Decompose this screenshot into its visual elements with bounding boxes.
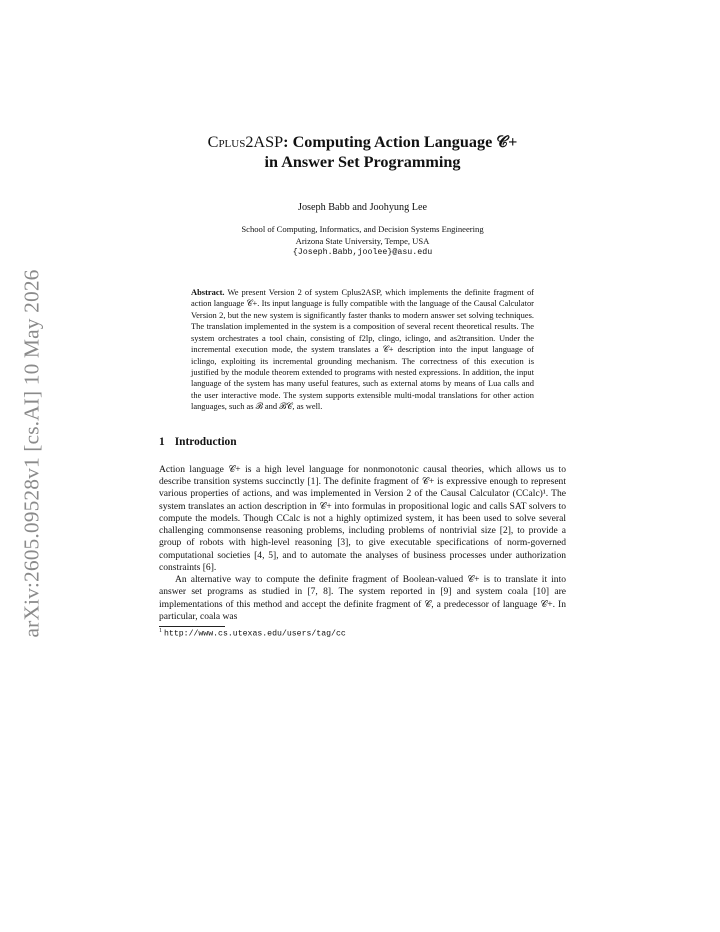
- footnote-url: http://www.cs.utexas.edu/users/tag/cc: [164, 629, 346, 639]
- footnote-marker: 1: [159, 628, 162, 635]
- affiliation-line-1: School of Computing, Informatics, and Decision Systems Engineering: [241, 224, 484, 234]
- section-heading-introduction: [159, 436, 566, 448]
- title-system-name: Cplus2ASP: [207, 133, 284, 151]
- arxiv-identifier-stamp: [14, 258, 50, 648]
- section-title: Introduction: [174, 435, 237, 448]
- affiliation: [159, 224, 566, 259]
- title-line-2: in Answer Set Programming: [264, 153, 461, 171]
- title-rest: : Computing Action Language 𝒞+: [283, 133, 518, 151]
- intro-paragraph-2: An alternative way to compute the definite fragment of Boolean-valued 𝒞+ is to translate it into answer set programs as studied in [7, 8]. The system reported in [9] and system coala [10] are implementations of this method and accept the definite fragment of 𝒞, a predecessor of language 𝒞+. In particular, coala was: [159, 574, 566, 622]
- abstract-text: We present Version 2 of system Cplus2ASP, which implements the definite fragment of action language 𝒞+. Its input language is fully compatible with the language of the Causal Calculator Version 2, but the new system is significantly faster thanks to modern answer set solving techniques. The translation implemented in the system is a composition of several recent theoretical results. The system orchestrates a tool chain, consisting of f2lp, clingo, iclingo, and as2transition. Under the incremental execution mode, the system translates a 𝒞+ description into the input language of iclingo, exploiting its incremental grounding mechanism. The correctness of this execution is justified by the module theorem extended to programs with nested expressions. In addition, the input language of the system has many useful features, such as external atoms by means of Lua calls and the user interactive mode. The system supports extensible multi-modal translations for other action languages, such as ℬ and ℬ𝒞, as well.: [191, 286, 534, 412]
- footnote-rule: [159, 626, 225, 627]
- footnote: [159, 628, 566, 639]
- affiliation-line-2: Arizona State University, Tempe, USA: [295, 235, 430, 246]
- abstract-label: Abstract.: [191, 286, 225, 297]
- abstract: [191, 287, 534, 413]
- paper-page: [159, 132, 566, 639]
- author-emails: {Joseph.Babb,joolee}@asu.edu: [292, 248, 433, 258]
- intro-paragraph-1: Action language 𝒞+ is a high level language for nonmonotonic causal theories, which allows us to describe transition systems succinctly [1]. The definite fragment of 𝒞+ is expressive enough to represent various properties of actions, and was implemented in Version 2 of the Causal Calculator (CCalc)¹. The system translates an action description in 𝒞+ into formulas in propositional logic and calls SAT solvers to compute the models. Though CCalc is not a highly optimized system, it has been used to solve several challenging commonsense reasoning problems, including problems of nontrivial size [2], to provide a group of robots with high-level reasoning [3], to give executable specifications of norm-governed computational societies [4, 5], and to automate the analyses of business processes under authorization constraints [6].: [159, 463, 566, 573]
- arxiv-id-text: arXiv:2605.09528v1 [cs.AI] 10 May 2026: [19, 268, 44, 638]
- paper-title: [159, 132, 566, 172]
- section-number: 1: [159, 435, 165, 448]
- authors: Joseph Babb and Joohyung Lee: [297, 202, 428, 213]
